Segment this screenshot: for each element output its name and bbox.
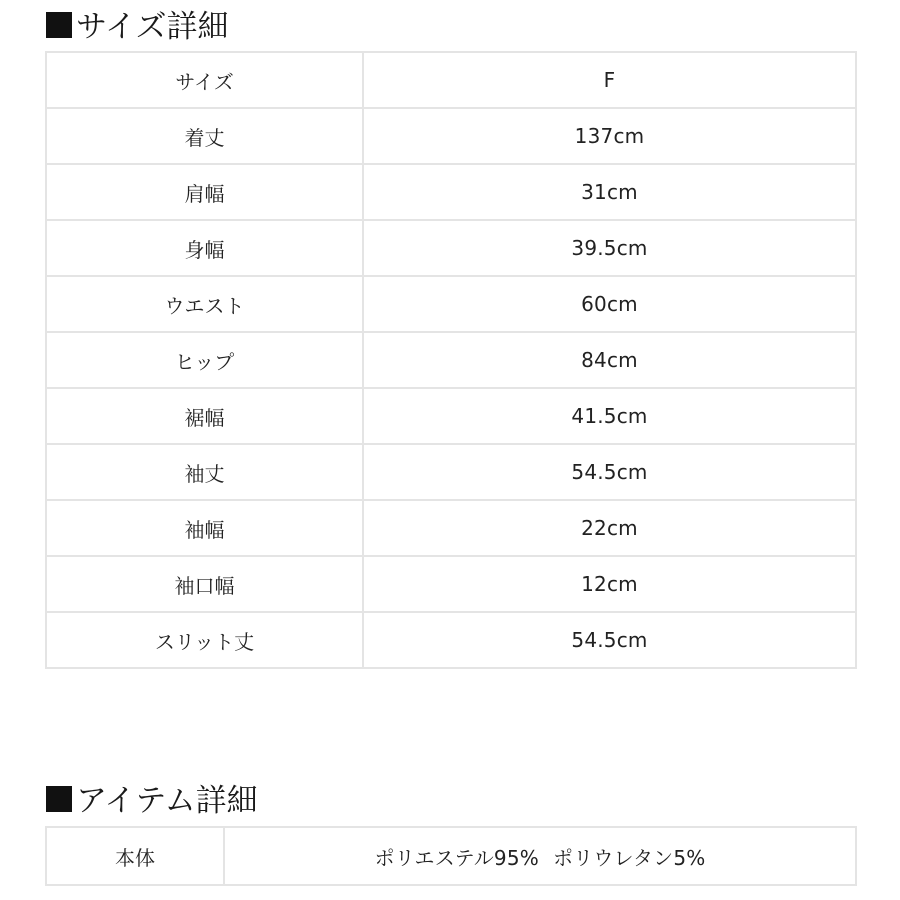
slit-length-label: スリット丈 [46,612,363,668]
waist-label: ウエスト [46,276,363,332]
table-row [46,827,856,885]
table-row [46,556,856,612]
hem-width-label: 裾幅 [46,388,363,444]
hip-label: ヒップ [46,332,363,388]
material-composition [224,827,856,885]
square-bullet-icon [46,12,72,38]
item-details-table [45,826,857,886]
table-row [46,220,856,276]
table-row [46,612,856,668]
item-details-heading [46,783,258,819]
sleeve-length-label: 袖丈 [46,444,363,500]
table-row [46,332,856,388]
material-body-label: 本体 [46,827,224,885]
length-label: 着丈 [46,108,363,164]
material-polyester: ポリエステル95% [374,845,539,870]
size-details-heading [46,9,229,45]
hip-value: 84cm [363,332,856,388]
shoulder-width-label: 肩幅 [46,164,363,220]
size-details-title: サイズ詳細 [76,9,229,45]
table-row [46,388,856,444]
body-width-label: 身幅 [46,220,363,276]
waist-value: 60cm [363,276,856,332]
cuff-width-value: 12cm [363,556,856,612]
table-row [46,500,856,556]
size-details-table [45,51,857,669]
material-polyurethane: ポリウレタン5% [552,845,706,870]
item-details-title: アイテム詳細 [76,783,258,819]
table-row [46,164,856,220]
sleeve-width-label: 袖幅 [46,500,363,556]
sleeve-length-value: 54.5cm [363,444,856,500]
hem-width-value: 41.5cm [363,388,856,444]
size-label: サイズ [46,52,363,108]
size-value: F [363,52,856,108]
slit-length-value: 54.5cm [363,612,856,668]
table-row [46,108,856,164]
body-width-value: 39.5cm [363,220,856,276]
table-row [46,52,856,108]
sleeve-width-value: 22cm [363,500,856,556]
table-row [46,276,856,332]
shoulder-width-value: 31cm [363,164,856,220]
table-row [46,444,856,500]
cuff-width-label: 袖口幅 [46,556,363,612]
length-value: 137cm [363,108,856,164]
square-bullet-icon [46,786,72,812]
